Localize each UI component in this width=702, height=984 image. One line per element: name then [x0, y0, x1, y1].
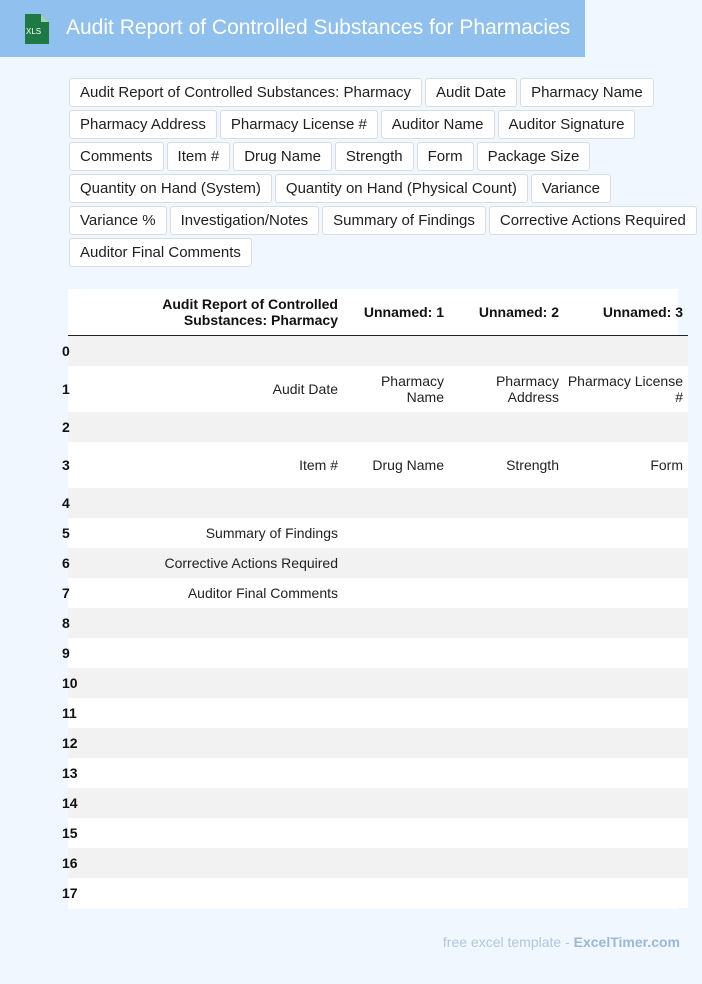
table-cell — [564, 578, 688, 608]
table-cell — [564, 336, 688, 367]
table-cell — [343, 668, 449, 698]
table-cell — [78, 638, 343, 668]
table-cell — [564, 698, 688, 728]
column-tag[interactable]: Quantity on Hand (Physical Count) — [275, 174, 528, 203]
footer-brand[interactable]: ExcelTimer.com — [573, 934, 680, 950]
table-cell — [78, 488, 343, 518]
table-cell — [449, 758, 564, 788]
column-tag[interactable]: Auditor Signature — [498, 110, 636, 139]
table-row — [68, 336, 688, 367]
table-cell — [343, 638, 449, 668]
table-row — [68, 698, 688, 728]
table-cell — [449, 728, 564, 758]
table-cell — [343, 608, 449, 638]
table-cell — [449, 788, 564, 818]
table-cell — [343, 848, 449, 878]
xls-file-icon — [22, 14, 50, 44]
table-cell — [78, 698, 343, 728]
column-tag[interactable]: Package Size — [477, 142, 591, 171]
svg-text:XLS: XLS — [26, 27, 42, 36]
table-cell: Auditor Final Comments — [78, 578, 343, 608]
table-cell — [564, 668, 688, 698]
title-banner — [0, 0, 585, 57]
table-cell — [343, 788, 449, 818]
column-tag[interactable]: Corrective Actions Required — [489, 206, 697, 235]
column-tag[interactable]: Auditor Name — [381, 110, 495, 139]
table-cell — [564, 412, 688, 442]
column-tag[interactable]: Pharmacy Address — [69, 110, 217, 139]
column-tag[interactable]: Auditor Final Comments — [69, 238, 252, 267]
table-cell — [449, 698, 564, 728]
table-cell: Pharmacy Name — [343, 366, 449, 412]
row-index: 0 — [68, 336, 78, 367]
table-row — [68, 638, 688, 668]
table-cell: Audit Date — [78, 366, 343, 412]
row-index: 15 — [68, 818, 78, 848]
table-row — [68, 878, 688, 908]
table-row — [68, 578, 688, 608]
table-cell: Pharmacy Address — [449, 366, 564, 412]
table-cell — [449, 878, 564, 908]
column-tag[interactable]: Quantity on Hand (System) — [69, 174, 272, 203]
table-row — [68, 548, 688, 578]
table-cell — [78, 412, 343, 442]
footer-prefix: free excel template - — [442, 934, 574, 950]
row-index: 12 — [68, 728, 78, 758]
table-cell — [78, 728, 343, 758]
table-row — [68, 488, 688, 518]
table-row — [68, 518, 688, 548]
column-tag[interactable]: Variance % — [69, 206, 167, 235]
footer-credit[interactable] — [443, 934, 680, 950]
table-row — [68, 818, 688, 848]
table-cell — [449, 488, 564, 518]
table-cell — [78, 668, 343, 698]
table-cell — [343, 488, 449, 518]
table-row — [68, 442, 688, 488]
data-table — [62, 289, 688, 908]
table-row — [68, 758, 688, 788]
table-cell — [564, 758, 688, 788]
row-index: 13 — [68, 758, 78, 788]
column-header: Unnamed: 2 — [449, 289, 564, 336]
table-cell — [449, 668, 564, 698]
table-cell — [78, 818, 343, 848]
row-index: 6 — [68, 548, 78, 578]
column-tag[interactable]: Audit Report of Controlled Substances: Pharmacy — [69, 78, 422, 107]
table-cell — [343, 818, 449, 848]
column-header: Unnamed: 3 — [564, 289, 688, 336]
table-cell — [449, 638, 564, 668]
row-index: 3 — [68, 442, 78, 488]
row-index: 8 — [68, 608, 78, 638]
row-index: 5 — [68, 518, 78, 548]
table-row — [68, 412, 688, 442]
row-index: 7 — [68, 578, 78, 608]
table-cell — [78, 848, 343, 878]
row-index: 10 — [68, 668, 78, 698]
table-cell: Strength — [449, 442, 564, 488]
column-header — [68, 289, 78, 336]
table-cell — [78, 878, 343, 908]
table-cell — [343, 698, 449, 728]
column-tag[interactable]: Pharmacy Name — [520, 78, 654, 107]
table-cell — [343, 412, 449, 442]
table-cell — [564, 548, 688, 578]
table-row — [68, 728, 688, 758]
page-title: Audit Report of Controlled Substances for Pharmacies — [66, 16, 571, 39]
table-cell — [449, 818, 564, 848]
table-cell — [343, 518, 449, 548]
column-header: Unnamed: 1 — [343, 289, 449, 336]
table-cell — [564, 488, 688, 518]
table-cell — [564, 728, 688, 758]
table-cell — [343, 728, 449, 758]
table-cell — [449, 336, 564, 367]
table-cell — [343, 578, 449, 608]
column-tag[interactable]: Form — [417, 142, 474, 171]
spreadsheet-preview — [62, 289, 683, 909]
table-cell — [449, 412, 564, 442]
table-cell — [343, 336, 449, 367]
row-index: 16 — [68, 848, 78, 878]
table-cell: Corrective Actions Required — [78, 548, 343, 578]
table-cell — [449, 518, 564, 548]
row-index: 11 — [68, 698, 78, 728]
table-row — [68, 366, 688, 412]
table-row — [68, 788, 688, 818]
row-index: 17 — [68, 878, 78, 908]
table-cell — [449, 548, 564, 578]
table-cell — [564, 788, 688, 818]
table-cell — [564, 518, 688, 548]
table-row — [68, 848, 688, 878]
table-cell — [78, 336, 343, 367]
row-index: 4 — [68, 488, 78, 518]
table-cell: Form — [564, 442, 688, 488]
column-tag[interactable]: Strength — [335, 142, 414, 171]
table-cell — [449, 578, 564, 608]
column-tag[interactable]: Item # — [167, 142, 231, 171]
column-tag[interactable]: Drug Name — [233, 142, 332, 171]
table-cell: Drug Name — [343, 442, 449, 488]
column-tag-list — [69, 78, 699, 267]
column-tag[interactable]: Pharmacy License # — [220, 110, 378, 139]
table-row — [68, 608, 688, 638]
table-cell — [343, 548, 449, 578]
table-cell — [564, 608, 688, 638]
table-cell — [449, 608, 564, 638]
column-header: Audit Report of Controlled Substances: Pharmacy — [78, 289, 343, 336]
row-index: 2 — [68, 412, 78, 442]
row-index: 14 — [68, 788, 78, 818]
row-index: 9 — [68, 638, 78, 668]
table-cell: Item # — [78, 442, 343, 488]
table-header-row — [68, 289, 688, 336]
table-cell — [78, 758, 343, 788]
table-cell — [343, 878, 449, 908]
column-tag[interactable]: Variance — [531, 174, 611, 203]
table-cell — [449, 848, 564, 878]
table-cell — [564, 638, 688, 668]
table-row — [68, 668, 688, 698]
table-cell: Pharmacy License # — [564, 366, 688, 412]
column-tag[interactable]: Summary of Findings — [322, 206, 486, 235]
table-cell — [564, 818, 688, 848]
column-tag[interactable]: Investigation/Notes — [170, 206, 320, 235]
table-cell — [564, 878, 688, 908]
table-cell — [78, 608, 343, 638]
row-index: 1 — [68, 366, 78, 412]
table-cell — [78, 788, 343, 818]
table-cell — [343, 758, 449, 788]
column-tag[interactable]: Audit Date — [425, 78, 517, 107]
column-tag[interactable]: Comments — [69, 142, 164, 171]
table-cell: Summary of Findings — [78, 518, 343, 548]
table-cell — [564, 848, 688, 878]
